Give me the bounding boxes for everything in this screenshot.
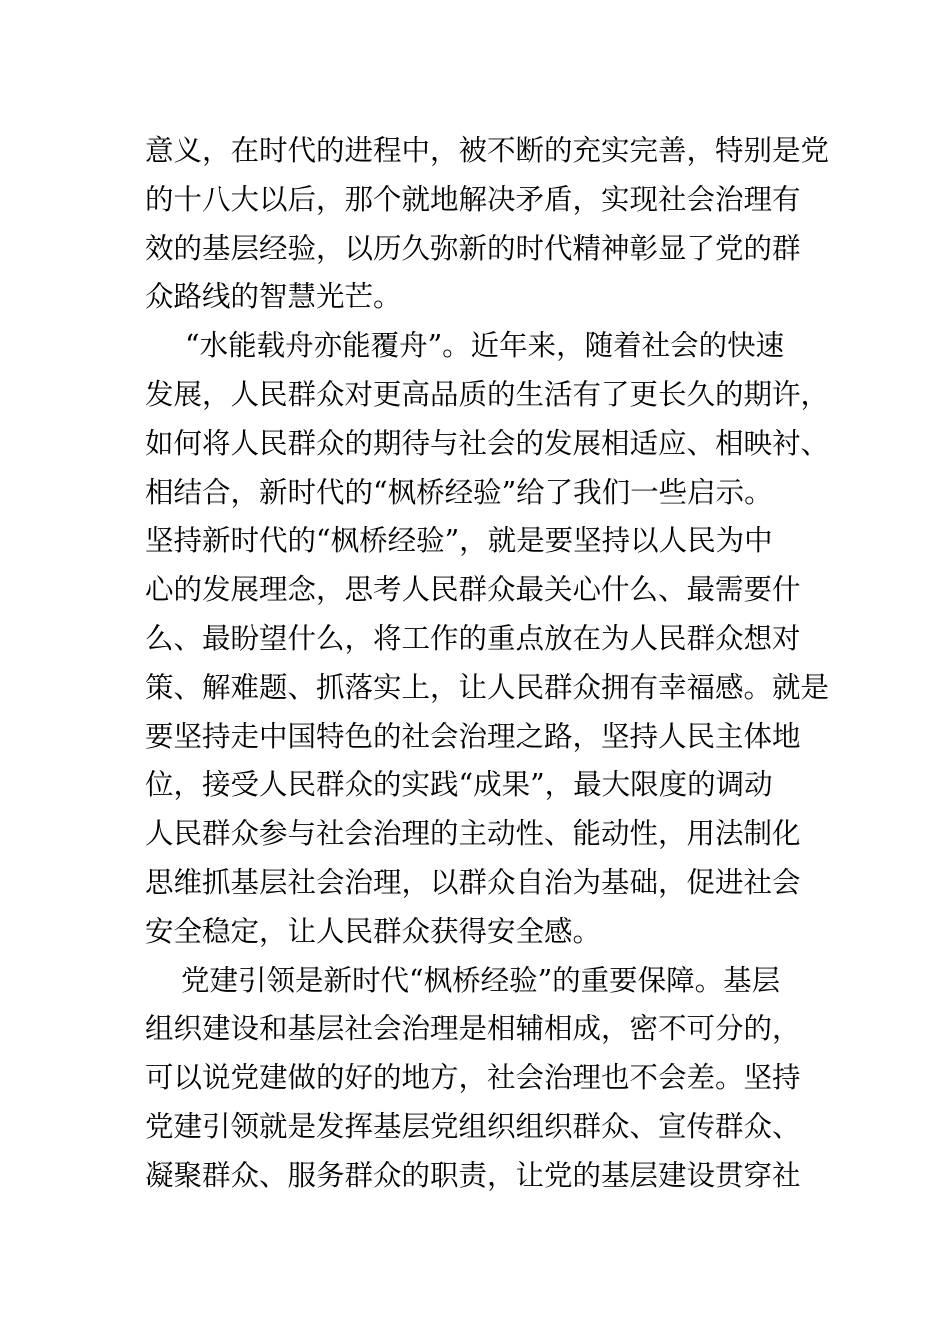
text-line: 组织建设和基层社会治理是相辅相成，密不可分的， [145, 1012, 801, 1046]
text-line: “水能载舟亦能覆舟”。近年来，随着社会的快速 [185, 329, 785, 363]
text-line: 可以说党建做的好的地方，社会治理也不会差。坚持 [145, 1061, 801, 1095]
text-line: 意义，在时代的进程中，被不断的充实完善，特别是党 [145, 134, 830, 167]
text-line: 人民群众参与社会治理的主动性、能动性，用法制化 [145, 817, 801, 851]
text-line: 坚持新时代的“枫桥经验”，就是要坚持以人民为中 [145, 524, 773, 558]
text-line: 心的发展理念，思考人民群众最关心什么、最需要什 [145, 573, 801, 607]
text-line: 凝聚群众、服务群众的职责，让党的基层建设贯穿社 [145, 1158, 801, 1192]
text-line: 位，接受人民群众的实践“成果”，最大限度的调动 [145, 768, 773, 802]
text-line: 策、解难题、抓落实上，让人民群众拥有幸福感。就是 [145, 670, 830, 704]
text-line: 党建引领是新时代“枫桥经验”的重要保障。基层 [181, 963, 781, 997]
text-line: 思维抓基层社会治理，以群众自治为基础，促进社会 [145, 865, 801, 899]
text-line: 么、最盼望什么，将工作的重点放在为人民群众想对 [145, 621, 801, 655]
text-line: 相结合，新时代的“枫桥经验”给了我们一些启示。 [145, 475, 773, 509]
text-line: 要坚持走中国特色的社会治理之路，坚持人民主体地 [145, 719, 801, 753]
text-line: 众路线的智慧光芒。 [145, 280, 402, 314]
text-line: 安全稳定，让人民群众获得安全感。 [145, 914, 602, 948]
text-line: 发展，人民群众对更高品质的生活有了更长久的期许， [145, 377, 830, 411]
text-line: 的十八大以后，那个就地解决矛盾，实现社会治理有 [145, 182, 801, 216]
body-text [145, 127, 830, 1201]
text-line: 如何将人民群众的期待与社会的发展相适应、相映衬、 [145, 426, 830, 460]
text-line: 效的基层经验，以历久弥新的时代精神彰显了党的群 [145, 231, 801, 265]
text-line: 党建引领就是发挥基层党组织组织群众、宣传群众、 [145, 1109, 801, 1143]
